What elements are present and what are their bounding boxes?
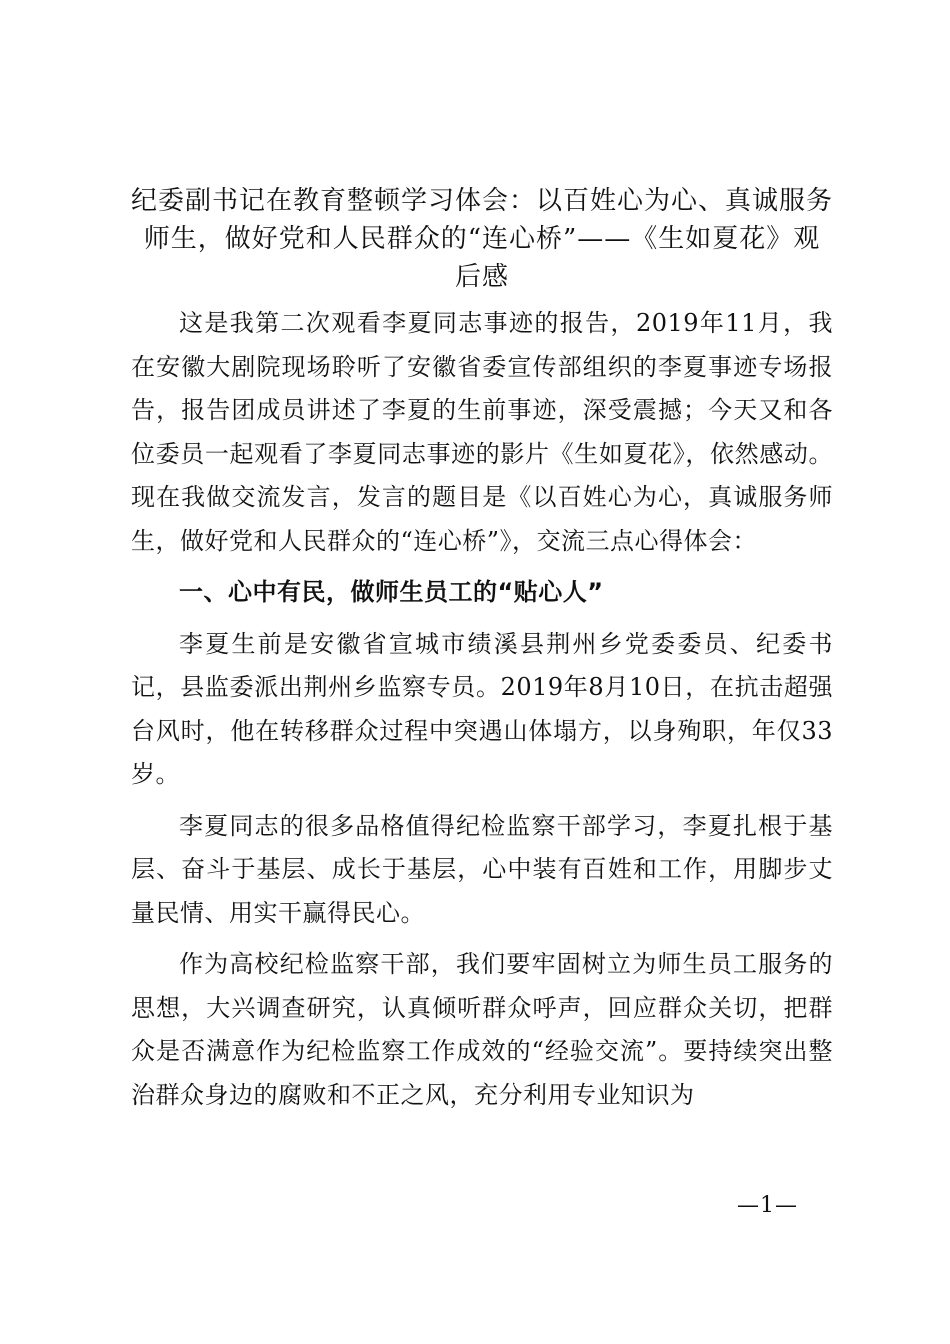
paragraph-li-xia-qualities: 李夏同志的很多品格值得纪检监察干部学习，李夏扎根于基层、奋斗于基层、成长于基层，心中装有百姓和工作，用脚步丈量民情、用实干赢得民心。 xyxy=(131,811,833,927)
paragraph-li-xia-bio: 李夏生前是安徽省宣城市绩溪县荆州乡党委委员、纪委书记，县监委派出荆州乡监察专员。2019年8月10日，在抗击超强台风时，他在转移群众过程中突遇山体塌方，以身殉职，年仅33岁。 xyxy=(131,629,833,788)
page-number: —1— xyxy=(737,1193,798,1218)
document-title: 纪委副书记在教育整顿学习体会：以百姓心为心、真诚服务师生，做好党和人民群众的“连心桥”——《生如夏花》观后感 xyxy=(131,186,834,292)
document-body xyxy=(131,182,833,1125)
paragraph-intro: 这是我第二次观看李夏同志事迹的报告，2019年11月，我在安徽大剧院现场聆听了安徽省委宣传部组织的李夏事迹专场报告，报告团成员讲述了李夏的生前事迹，深受震撼；今天又和各位委员一起观看了李夏同志事迹的影片《生如夏花》，依然感动。现在我做交流发言，发言的题目是《以百姓心为心，真诚服务师生，做好党和人民群众的“连心桥”》，交流三点心得体会： xyxy=(131,309,833,555)
section-heading-1: 一、心中有民，做师生员工的“贴心人” xyxy=(179,578,604,606)
paragraph-university-duty: 作为高校纪检监察干部，我们要牢固树立为师生员工服务的思想，大兴调查研究，认真倾听群众呼声，回应群众关切，把群众是否满意作为纪检监察工作成效的“经验交流”。要持续突出整治群众身边的腐败和不正之风，充分利用专业知识为 xyxy=(131,950,833,1109)
